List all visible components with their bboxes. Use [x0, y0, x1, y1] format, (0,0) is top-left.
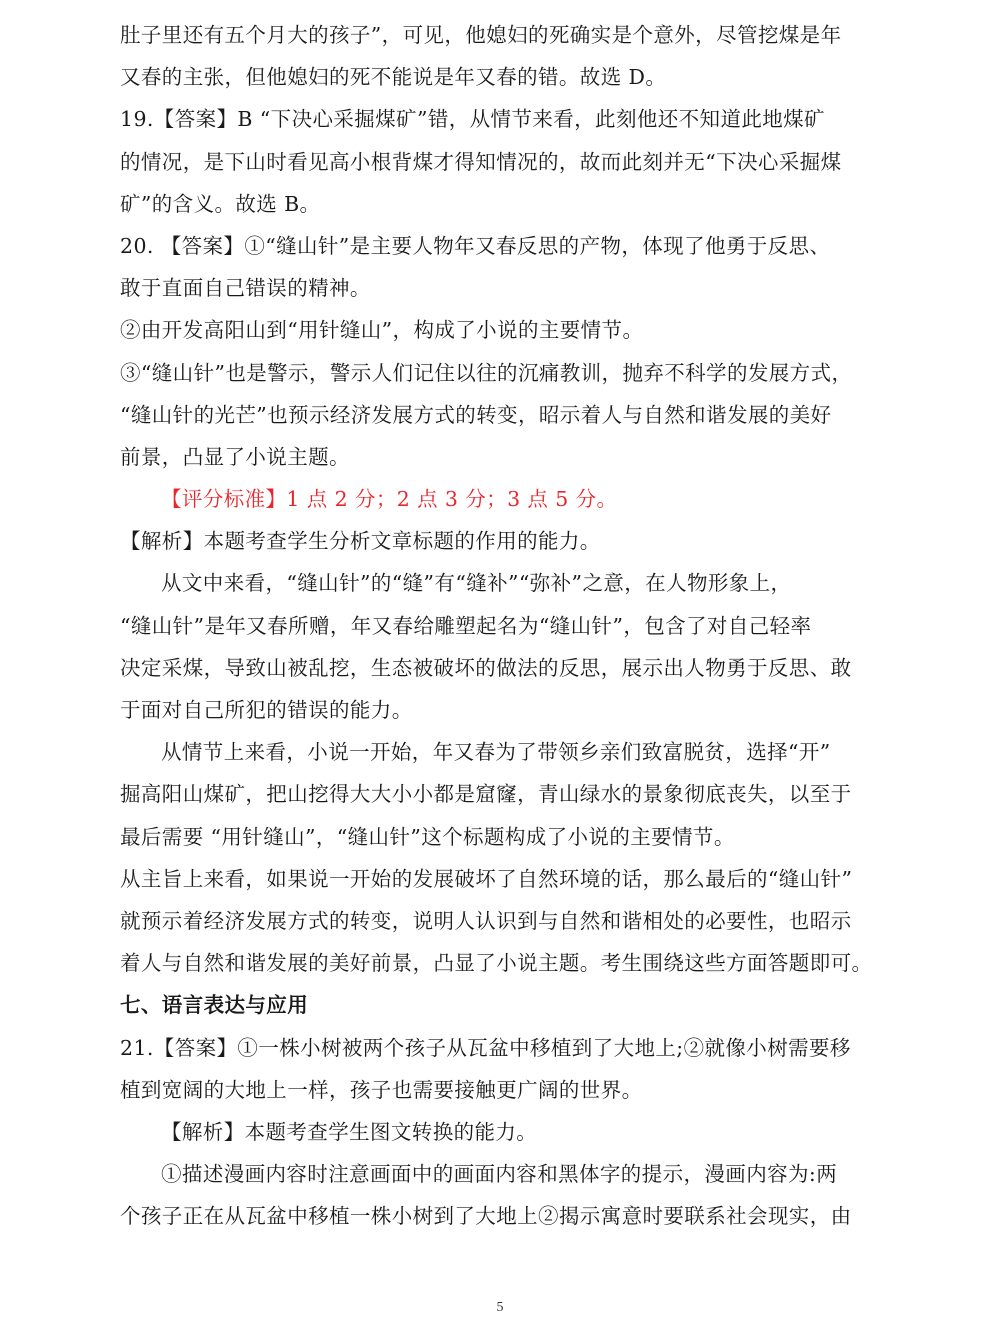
text-line: 从情节上来看，小说一开始，年又春为了带领乡亲们致富脱贫，选择“开” — [161, 740, 831, 765]
text-line: 从主旨上来看，如果说一开始的发展破坏了自然环境的话，那么最后的“缝山针” — [120, 866, 853, 891]
text-line: 19.【答案】B “下决心采掘煤矿”错，从情节来看，此刻他还不知道此地煤矿 — [120, 107, 825, 132]
text-line: 【解析】本题考查学生图文转换的能力。 — [161, 1119, 538, 1144]
text-line: ③“缝山针”也是警示，警示人们记住以往的沉痛教训，抛弃不科学的发展方式， — [120, 360, 853, 385]
text-line: 植到宽阔的大地上一样，孩子也需要接触更广阔的世界。 — [120, 1077, 643, 1102]
text-line: 决定采煤，导致山被乱挖，生态被破坏的做法的反思，展示出人物勇于反思、敢 — [120, 655, 852, 680]
text-line: 掘高阳山煤矿，把山挖得大大小小都是窟窿，青山绿水的景象彻底丧失，以至于 — [120, 782, 852, 807]
text-line: 个孩子正在从瓦盆中移植一株小树到了大地上②揭示寓意时要联系社会现实，由 — [120, 1204, 852, 1229]
text-line: 着人与自然和谐发展的美好前景，凸显了小说主题。考生围绕这些方面答题即可。 — [120, 951, 873, 976]
text-line: 肚子里还有五个月大的孩子”，可见，他媳妇的死确实是个意外，尽管挖煤是年 — [120, 23, 842, 47]
text-line: 20. 【答案】①“缝山针”是主要人物年又春反思的产物，体现了他勇于反思、 — [120, 233, 831, 258]
text-line: “缝山针”是年又春所赠，年又春给雕塑起名为“缝山针”，包含了对自己轻率 — [120, 613, 812, 638]
text-line: 最后需要 “用针缝山”，“缝山针”这个标题构成了小说的主要情节。 — [120, 824, 735, 849]
text-line: ②由开发高阳山到“用针缝山”，构成了小说的主要情节。 — [120, 318, 644, 343]
document-body — [120, 14, 880, 1237]
text-line: 【解析】本题考查学生分析文章标题的作用的能力。 — [120, 529, 601, 554]
text-line: 于面对自己所犯的错误的能力。 — [120, 698, 413, 722]
text-line: 又春的主张，但他媳妇的死不能说是年又春的错。故选 D。 — [120, 65, 667, 90]
text-line: 【评分标准】1 点 2 分；2 点 3 分；3 点 5 分。 — [161, 487, 618, 512]
text-line: “缝山针的光芒”也预示经济发展方式的转变，昭示着人与自然和谐发展的美好 — [120, 402, 832, 427]
text-line: 的情况，是下山时看见高小根背煤才得知情况的，故而此刻并无“下决心采掘煤 — [120, 149, 842, 174]
text-line: 从文中来看，“缝山针”的“缝”有“缝补”“弥补”之意，在人物形象上， — [161, 571, 792, 596]
text-line: 矿”的含义。故选 B。 — [120, 191, 321, 216]
text-line: 21.【答案】①一株小树被两个孩子从瓦盆中移植到了大地上;②就像小树需要移 — [120, 1035, 851, 1060]
page-number: 5 — [496, 1300, 504, 1315]
text-line: 七、语言表达与应用 — [120, 993, 309, 1018]
text-line: ①描述漫画内容时注意画面中的画面内容和黑体字的提示，漫画内容为:两 — [161, 1162, 838, 1187]
text-line: 敢于直面自己错误的精神。 — [120, 276, 371, 301]
text-line: 就预示着经济发展方式的转变，说明人认识到与自然和谐相处的必要性，也昭示 — [120, 908, 852, 933]
text-line: 前景，凸显了小说主题。 — [120, 444, 350, 469]
